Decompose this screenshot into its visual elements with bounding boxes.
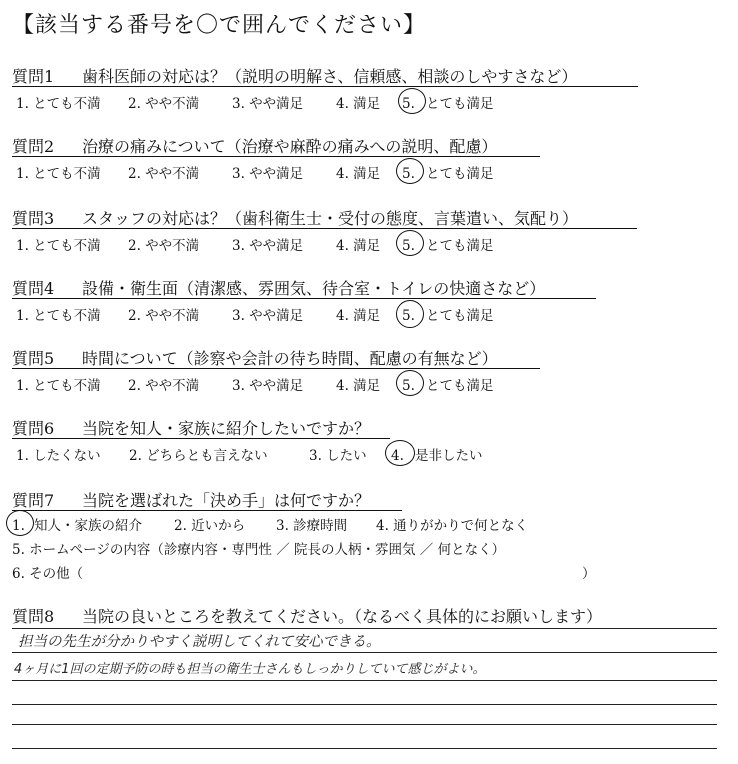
option-4[interactable]: 4. 満足 (336, 238, 381, 254)
option-5-label: とても満足 (426, 308, 494, 324)
option-5-label: とても満足 (426, 238, 494, 254)
answer-line (12, 652, 717, 653)
question-underline (12, 510, 402, 511)
option-1[interactable]: 1. とても不満 (16, 96, 101, 112)
question-underline (12, 156, 540, 157)
option-1[interactable]: 1. とても不満 (16, 378, 101, 394)
answer-circle (396, 230, 424, 256)
answer-line (12, 724, 717, 725)
question-text: 治療の痛みについて（治療や麻酔の痛みへの説明、配慮） (82, 137, 498, 156)
question-underline (12, 438, 390, 439)
option-6[interactable]: 6. その他（ (12, 566, 84, 582)
option-4[interactable]: 4. 通りがかりで何となく (376, 518, 529, 534)
question-underline (12, 298, 596, 299)
option-4-label: 是非したい (415, 448, 483, 464)
option-5[interactable]: 5. (402, 378, 415, 394)
option-1[interactable]: 1. とても不満 (16, 238, 101, 254)
option-3[interactable]: 3. やや満足 (232, 166, 304, 182)
answer-circle (396, 300, 424, 328)
option-1[interactable]: 1. とても不満 (16, 166, 101, 182)
option-1[interactable]: 1. (12, 518, 25, 534)
option-5-label: とても満足 (426, 166, 494, 182)
option-3[interactable]: 3. やや満足 (232, 238, 304, 254)
question-label: 質問3 (12, 209, 55, 228)
question-label: 質問2 (12, 137, 55, 156)
option-2[interactable]: 2. やや不満 (128, 238, 200, 254)
question-text: 当院を知人・家族に紹介したいですか？ (82, 419, 371, 438)
option-2[interactable]: 2. やや不満 (128, 96, 200, 112)
option-4[interactable]: 4. 満足 (336, 308, 381, 324)
question-label: 質問4 (12, 279, 55, 298)
option-3[interactable]: 3. やや満足 (232, 378, 304, 394)
answer-line (12, 680, 717, 681)
option-5[interactable]: 5. (402, 166, 415, 182)
option-4[interactable]: 4. 満足 (336, 166, 381, 182)
answer-circle (396, 370, 424, 396)
option-4[interactable]: 4. (391, 448, 404, 464)
question-label: 質問7 (12, 491, 55, 510)
option-3[interactable]: 3. したい (309, 448, 367, 464)
handwritten-comment-1: 担当の先生が分かりやすく説明してくれて安心できる。 (18, 634, 381, 650)
page-header: 【該当する番号を〇で囲んでください】 (12, 13, 427, 38)
answer-line (12, 748, 717, 749)
option-2[interactable]: 2. どちらとも言えない (129, 448, 268, 464)
option-1-label: 知人・家族の紹介 (34, 518, 142, 534)
option-5[interactable]: 5. (402, 238, 415, 254)
option-1[interactable]: 1. したくない (16, 448, 101, 464)
question-label: 質問1 (12, 67, 55, 86)
option-5[interactable]: 5. ホームページの内容（診療内容・専門性 ／ 院長の人柄・雰囲気 ／ 何となく） (12, 542, 506, 558)
answer-circle (398, 88, 426, 114)
question-text: スタッフの対応は？（歯科衛生士・受付の態度、言葉遣い、気配り） (82, 209, 579, 228)
option-2[interactable]: 2. 近いから (174, 518, 246, 534)
answer-circle (6, 510, 34, 536)
question-text: 当院を選ばれた「決め手」は何ですか？ (82, 491, 371, 510)
answer-line (12, 628, 717, 629)
question-label: 質問6 (12, 419, 55, 438)
option-3[interactable]: 3. やや満足 (232, 96, 304, 112)
question-label: 質問5 (12, 349, 55, 368)
question-text: 時間について（診察や会計の待ち時間、配慮の有無など） (82, 349, 498, 368)
question-text: 設備・衛生面（清潔感、雰囲気、待合室・トイレの快適さなど） (82, 279, 546, 298)
question-text: 歯科医師の対応は？（説明の明解さ、信頼感、相談のしやすさなど） (82, 67, 578, 86)
options-row (12, 514, 528, 534)
option-3[interactable]: 3. やや満足 (232, 308, 304, 324)
option-4[interactable]: 4. 満足 (336, 378, 381, 394)
question-underline (12, 228, 637, 229)
option-3[interactable]: 3. 診療時間 (276, 518, 348, 534)
handwritten-comment-2: 4ヶ月に1回の定期予防の時も担当の衛生士さんもしっかりしていて感じがよい。 (14, 662, 486, 677)
option-2[interactable]: 2. やや不満 (128, 308, 200, 324)
option-5-label: とても満足 (426, 378, 494, 394)
option-5-label: とても満足 (426, 96, 494, 112)
question-underline (12, 86, 638, 87)
answer-line (12, 704, 717, 705)
question-text: 当院の良いところを教えてください。（なるべく具体的にお願いします） (82, 607, 603, 626)
option-2[interactable]: 2. やや不満 (128, 166, 200, 182)
option-4[interactable]: 4. 満足 (336, 96, 381, 112)
option-5[interactable]: 5. (402, 96, 415, 112)
option-1[interactable]: 1. とても不満 (16, 308, 101, 324)
option-5[interactable]: 5. (402, 308, 415, 324)
option-6-close: ） (582, 566, 596, 582)
option-2[interactable]: 2. やや不満 (128, 378, 200, 394)
question-label: 質問8 (12, 607, 55, 626)
answer-circle (396, 158, 424, 184)
question-underline (12, 368, 540, 369)
answer-circle (385, 440, 415, 466)
